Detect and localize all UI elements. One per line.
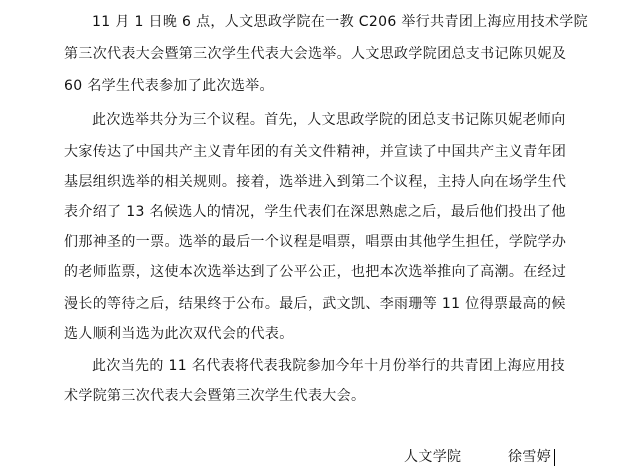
paragraph-1-line-3: 60 名学生代表参加了此次选举。 [64, 78, 274, 94]
paragraph-2-line-2: 大家传达了中国共产主义青年团的有关文件精神，并宣读了中国共产主义青年团 [64, 144, 567, 160]
paragraph-2-line-7: 漫长的等待之后，结果终于公布。最后，武文凯、李雨珊等 11 位得票最高的候 [64, 296, 566, 312]
signature-unit: 人文学院 [404, 449, 462, 465]
paragraph-2-line-8: 选人顺利当选为此次双代会的代表。 [64, 326, 294, 342]
paragraph-1-line-1: 11 月 1 日晚 6 点，人文思政学院在一教 C206 举行共青团上海应用技术学院 [92, 14, 588, 30]
paragraph-2-line-5: 们那神圣的一票。选举的最后一个议程是唱票，唱票由其他学生担任，学院学办 [64, 234, 567, 250]
paragraph-2-line-4: 表介绍了 13 名候选人的情况，学生代表们在深思熟虑之后，最后他们投出了他 [64, 204, 566, 220]
paragraph-3-line-2: 术学院第三次代表大会暨第三次学生代表大会。 [64, 388, 366, 404]
paragraph-2-line-6: 的老师监票，这使本次选举达到了公平公正，也把本次选举推向了高潮。在经过 [64, 264, 567, 280]
paragraph-2-line-3: 基层组织选举的相关规则。接着，选举进入到第二个议程，主持人向在场学生代 [64, 174, 567, 190]
text-cursor [554, 449, 555, 466]
paragraph-1-line-2: 第三次代表大会暨第三次学生代表大会选举。人文思政学院团总支书记陈贝妮及 [64, 46, 567, 62]
paragraph-3-line-1: 此次当先的 11 名代表将代表我院参加今年十月份举行的共青团上海应用技 [92, 358, 565, 374]
paragraph-2-line-1: 此次选举共分为三个议程。首先，人文思政学院的团总支书记陈贝妮老师向 [92, 112, 566, 128]
signature-name: 徐雪婷 [508, 449, 552, 465]
